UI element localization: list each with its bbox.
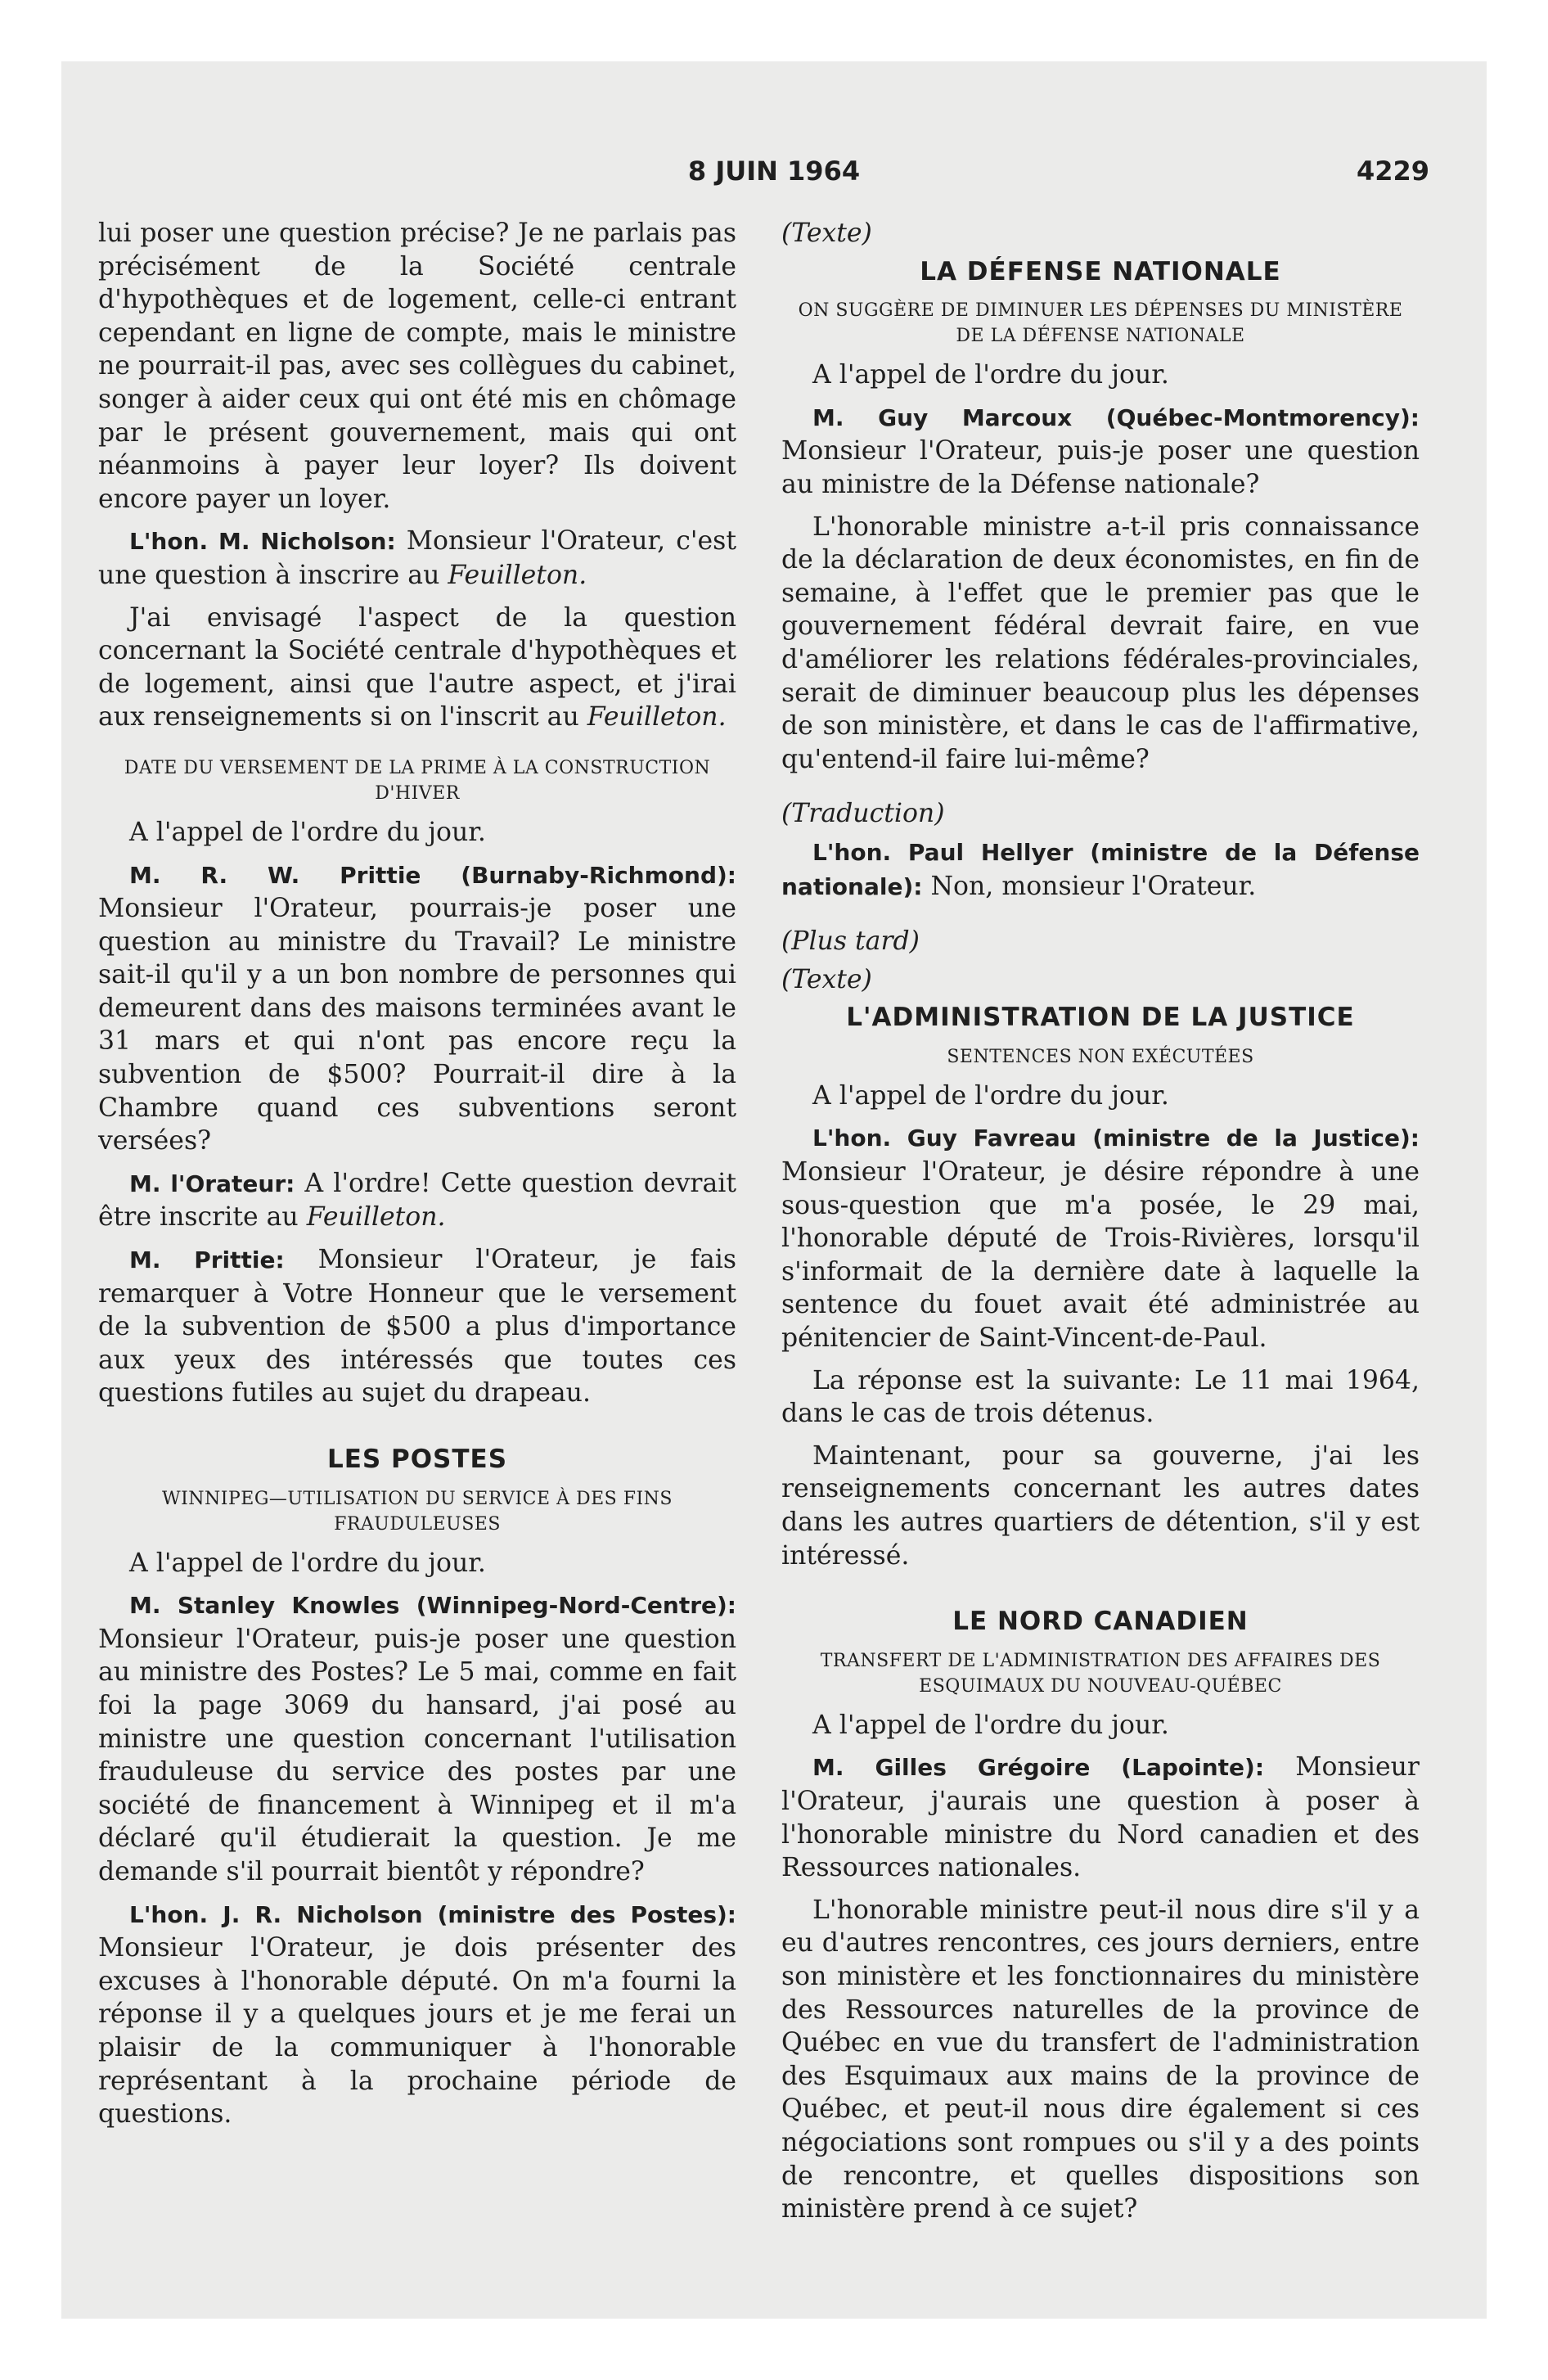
session-note: (Traduction) [781,799,945,829]
speaker-name: M. Stanley Knowles (Winnipeg-Nord-Centre): [129,1592,736,1620]
session-note: (Texte) [781,964,872,994]
paragraph [98,602,736,734]
paragraph [98,1243,736,1410]
paragraph-text: Monsieur l'Orateur, pourrais-je poser une question au ministre du Travail? Le ministre sait-il qu'il y a un bon nombre de personnes qui demeurent dans des maisons terminées avant le 31 mars et qui n'ont pas encore reçu la subvention de $500? Pourrait-il dire à la Chambre quand ces subventions seront versées? [98,894,736,1156]
paragraph [98,1167,736,1234]
paragraph-text: Monsieur l'Orateur, puis-je poser une question au ministre de la Défense nationale? [781,436,1420,499]
paragraph: L'honorable ministre a-t-il pris connaissance de la déclaration de deux économistes, en fin de semaine, à l'effet que le premier pas que le gouvernement fédéral devrait faire, en vue d'améliorer les relations fédérales-provinciales, serait de diminuer beaucoup plus les dépenses de son ministère, et dans le cas de l'affirmative, qu'entend-il faire lui-même? [781,512,1420,774]
section-subheading: DATE DU VERSEMENT DE LA PRIME À LA CONSTRUCTION D'HIVER [124,757,711,804]
paragraph: A l'appel de l'ordre du jour. [129,1548,486,1578]
paragraph [781,1121,1420,1355]
page-header [61,156,1487,196]
paragraph-text: Non, monsieur l'Orateur. [922,871,1257,901]
section-subheading: TRANSFERT DE L'ADMINISTRATION DES AFFAIRES DES ESQUIMAUX DU NOUVEAU-QUÉBEC [820,1650,1381,1697]
right-column [781,217,1420,2235]
paragraph: lui poser une question précise? Je ne parlais pas précisément de la Société centrale d'hypothèques et de logement, celle-ci entrant cependant en ligne de compte, mais le ministre ne pourrait-il pas, avec ses collègues du cabinet, songer à aider ceux qui ont été mis en chômage par le présent gouvernement, mais qui ont néanmoins à payer leur loyer? Ils doivent encore payer un loyer. [98,219,736,514]
paragraph [98,859,736,1158]
paragraph-text: J'ai envisagé l'aspect de la question concernant la Société centrale d'hypothèques et de logement, ainsi que l'autre aspect, et j'irai aux renseignements si on l'inscrit au [98,602,736,732]
paragraph: A l'appel de l'ordre du jour. [812,1080,1169,1111]
paragraph [781,1751,1420,1884]
section-heading: LES POSTES [326,1445,508,1474]
paragraph [98,525,736,592]
speaker-name: L'hon. Paul Hellyer (ministre de la Défense nationale): [781,838,1420,900]
paragraph-text: Monsieur l'Orateur, je fais remarquer à Votre Honneur que le versement de la subvention de $500 a plus d'importance aux yeux des intéressés que toutes ces questions futiles au sujet du drapeau. [98,1245,737,1409]
speaker-name: M. l'Orateur: [129,1170,295,1197]
paragraph: La réponse est la suivante: Le 11 mai 1964, dans le cas de trois détenus. [781,1365,1420,1429]
paragraph: A l'appel de l'ordre du jour. [129,817,486,847]
paragraph: Maintenant, pour sa gouverne, j'ai les renseignements concernant les autres dates dans les autres quartiers de détention, s'il y est intéressé. [781,1440,1420,1571]
header-date: 8 JUIN 1964 [687,156,861,187]
paragraph [98,1898,736,2131]
speaker-name: M. R. W. Prittie (Burnaby-Richmond): [129,861,736,889]
paragraph: A l'appel de l'ordre du jour. [812,1710,1169,1740]
paragraph [781,401,1420,502]
italic-text: Feuilleton. [448,560,587,590]
section-heading: L'ADMINISTRATION DE LA JUSTICE [846,1003,1355,1033]
speaker-name: M. Prittie: [129,1246,285,1274]
paragraph-text: Monsieur l'Orateur, je désire répondre à une sous-question que m'a posée, le 29 mai, l'honorable député de Trois-Rivières, lorsqu'il s'informait de la dernière date à laquelle la sentence du fouet avait été administrée au pénitencier de Saint-Vincent-de-Paul. [781,1157,1420,1354]
paragraph [781,836,1420,904]
paragraph-text: Monsieur l'Orateur, je dois présenter des excuses à l'honorable député. On m'a fourni la réponse il y a quelques jours et je me ferai un plaisir de la communiquer à l'honorable représentant à la prochaine période de questions. [98,1933,736,2130]
speaker-name: L'hon. J. R. Nicholson (ministre des Postes): [129,1900,736,1928]
speaker-name: M. Gilles Grégoire (Lapointe): [812,1754,1265,1782]
speaker-name: M. Guy Marcoux (Québec-Montmorency): [812,403,1420,431]
italic-text: Feuilleton. [587,702,727,732]
section-subheading: ON SUGGÈRE DE DIMINUER LES DÉPENSES DU MINISTÈRE DE LA DÉFENSE NATIONALE [798,300,1403,347]
section-heading: LE NORD CANADIEN [952,1607,1249,1637]
paragraph-text: Monsieur l'Orateur, j'aurais une question à poser à l'honorable ministre du Nord canadien et des Ressources nationales. [781,1752,1420,1883]
paragraph: A l'appel de l'ordre du jour. [812,360,1169,390]
section-subheading: SENTENCES NON EXÉCUTÉES [947,1046,1254,1067]
left-column [98,217,736,2140]
page-number: 4229 [1356,156,1429,187]
italic-text: Feuilleton. [306,1202,446,1233]
paragraph-text: Monsieur l'Orateur, puis-je poser une question au ministre des Postes? Le 5 mai, comme en fait foi la page 3069 du hansard, j'ai posé au ministre une question concernant l'utilisation frauduleuse du service des postes par une société de financement à Winnipeg et il m'a déclaré qu'il étudierait la question. Je me demande s'il pourrait bientôt y répondre? [98,1624,736,1886]
hansard-page [61,61,1487,2319]
paragraph [98,1589,736,1888]
section-heading: LA DÉFENSE NATIONALE [920,256,1281,286]
paragraph: L'honorable ministre peut-il nous dire s'il y a eu d'autres rencontres, ces jours derniers, entre son ministère et les fonctionnaires du ministère des Ressources naturelles de la province de Québec en vue du transfert de l'administration des Esquimaux aux mains de la province de Québec, et peut-il nous dire également si ces négociations sont rompues ou s'il y a des points de rencontre, et quelles dispositions son ministère prend à ce sujet? [781,1895,1420,2224]
session-note: (Texte) [781,219,872,248]
speaker-name: L'hon. Guy Favreau (ministre de la Justice): [812,1125,1420,1152]
speaker-name: L'hon. M. Nicholson: [129,528,396,556]
session-note: (Plus tard) [781,926,920,957]
paragraph-text: Monsieur l'Orateur, c'est une question à inscrire au [98,526,736,590]
paragraph-text: A l'ordre! Cette question devrait être inscrite au [98,1168,736,1233]
section-subheading: WINNIPEG—UTILISATION DU SERVICE À DES FINS FRAUDULEUSES [161,1488,673,1535]
